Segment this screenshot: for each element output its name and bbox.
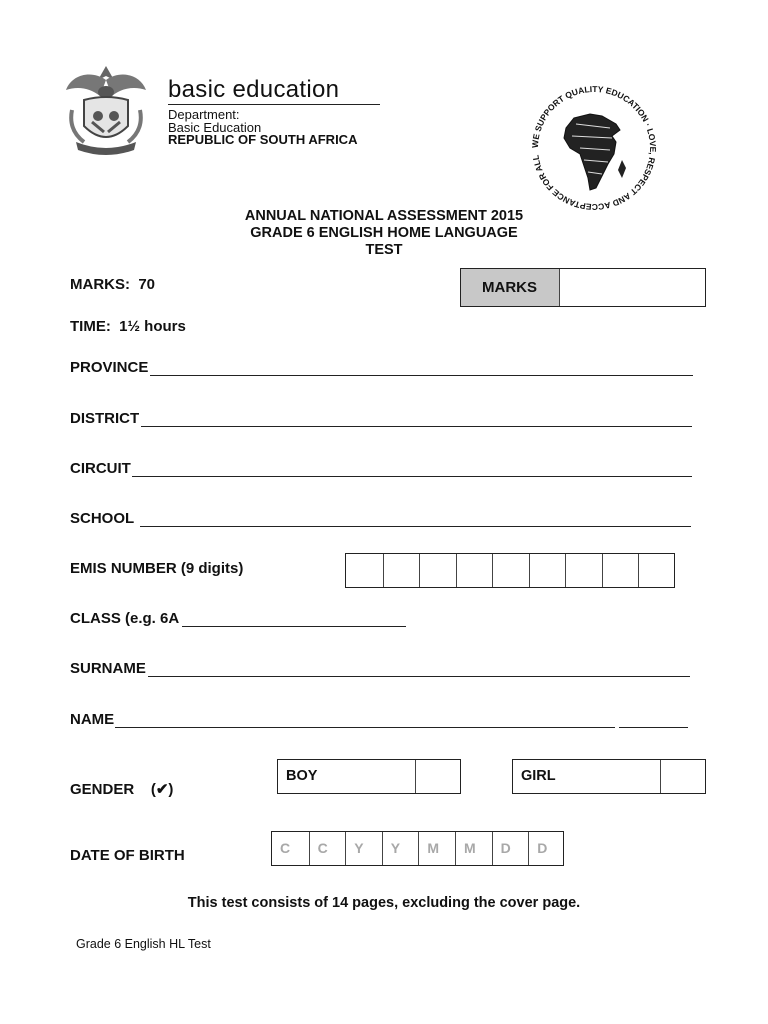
surname-field[interactable] bbox=[148, 676, 690, 677]
dept-line-1: Department: bbox=[168, 107, 240, 122]
page-count-note: This test consists of 14 pages, excluding the cover page. bbox=[187, 895, 581, 911]
dob-cell-month[interactable]: M bbox=[455, 832, 492, 865]
emis-label: EMIS NUMBER (9 digits) bbox=[70, 560, 244, 577]
seal-text: WE SUPPORT QUALITY EDUCATION · LOVE, RESPECT AND ACCEPTANCE FOR ALL bbox=[529, 83, 659, 213]
emis-digit-cell[interactable] bbox=[529, 554, 530, 587]
marks-total-label: MARKS: 70 bbox=[70, 276, 156, 293]
gender-boy-box bbox=[277, 759, 461, 794]
circuit-field[interactable] bbox=[132, 476, 692, 477]
dob-cell-month[interactable]: M bbox=[418, 832, 455, 865]
coat-of-arms-logo bbox=[62, 60, 150, 156]
emis-digit-cell[interactable] bbox=[638, 554, 639, 587]
district-label: DISTRICT bbox=[70, 410, 140, 427]
time-label: TIME: 1½ hours bbox=[70, 318, 186, 335]
dept-line-3: REPUBLIC OF SOUTH AFRICA bbox=[168, 132, 358, 147]
marks-box bbox=[460, 268, 706, 307]
gender-girl-label: GIRL bbox=[521, 768, 556, 784]
circuit-label: CIRCUIT bbox=[70, 460, 131, 477]
marks-score-cell[interactable] bbox=[559, 269, 705, 306]
province-field[interactable] bbox=[150, 375, 693, 376]
gender-girl-box bbox=[512, 759, 706, 794]
emis-digit-cell[interactable] bbox=[419, 554, 420, 587]
dob-cell-day[interactable]: D bbox=[492, 832, 529, 865]
marks-box-label: MARKS bbox=[461, 269, 559, 306]
africa-seal-logo bbox=[524, 78, 664, 218]
province-label: PROVINCE bbox=[70, 359, 149, 376]
dob-label: DATE OF BIRTH bbox=[70, 847, 185, 864]
dob-cell-year[interactable]: Y bbox=[382, 832, 419, 865]
name-initial-field[interactable] bbox=[619, 727, 688, 728]
dob-cell-century[interactable]: C bbox=[309, 832, 346, 865]
title-line-3: TEST bbox=[365, 242, 403, 258]
title-line-1: ANNUAL NATIONAL ASSESSMENT 2015 bbox=[244, 208, 524, 224]
class-label: CLASS (e.g. 6A bbox=[70, 610, 180, 627]
district-field[interactable] bbox=[141, 426, 692, 427]
emis-digit-cell[interactable] bbox=[456, 554, 457, 587]
class-field[interactable] bbox=[182, 626, 406, 627]
dept-line-2: Basic Education bbox=[168, 120, 262, 135]
emis-number-boxes[interactable] bbox=[345, 553, 675, 588]
name-field[interactable] bbox=[115, 727, 615, 728]
dob-cell-day[interactable]: D bbox=[528, 832, 565, 865]
school-label: SCHOOL bbox=[70, 510, 135, 527]
title-line-2: GRADE 6 ENGLISH HOME LANGUAGE bbox=[250, 225, 518, 241]
dob-boxes[interactable] bbox=[271, 831, 564, 866]
emis-digit-cell[interactable] bbox=[602, 554, 603, 587]
gender-boy-checkbox[interactable] bbox=[415, 760, 460, 793]
gender-label: GENDER (✔) bbox=[70, 781, 174, 798]
emis-digit-cell[interactable] bbox=[565, 554, 566, 587]
school-field[interactable] bbox=[140, 526, 691, 527]
name-label: NAME bbox=[70, 711, 115, 728]
footer-text: Grade 6 English HL Test bbox=[76, 937, 211, 951]
dob-cell-century[interactable]: C bbox=[280, 840, 291, 856]
surname-label: SURNAME bbox=[70, 660, 146, 677]
gender-boy-label: BOY bbox=[286, 768, 318, 784]
emis-digit-cell[interactable] bbox=[383, 554, 384, 587]
emis-digit-cell[interactable] bbox=[492, 554, 493, 587]
brand-title: basic education bbox=[168, 76, 340, 103]
brand-underline bbox=[168, 104, 380, 105]
gender-girl-checkbox[interactable] bbox=[660, 760, 705, 793]
dob-cell-year[interactable]: Y bbox=[345, 832, 382, 865]
